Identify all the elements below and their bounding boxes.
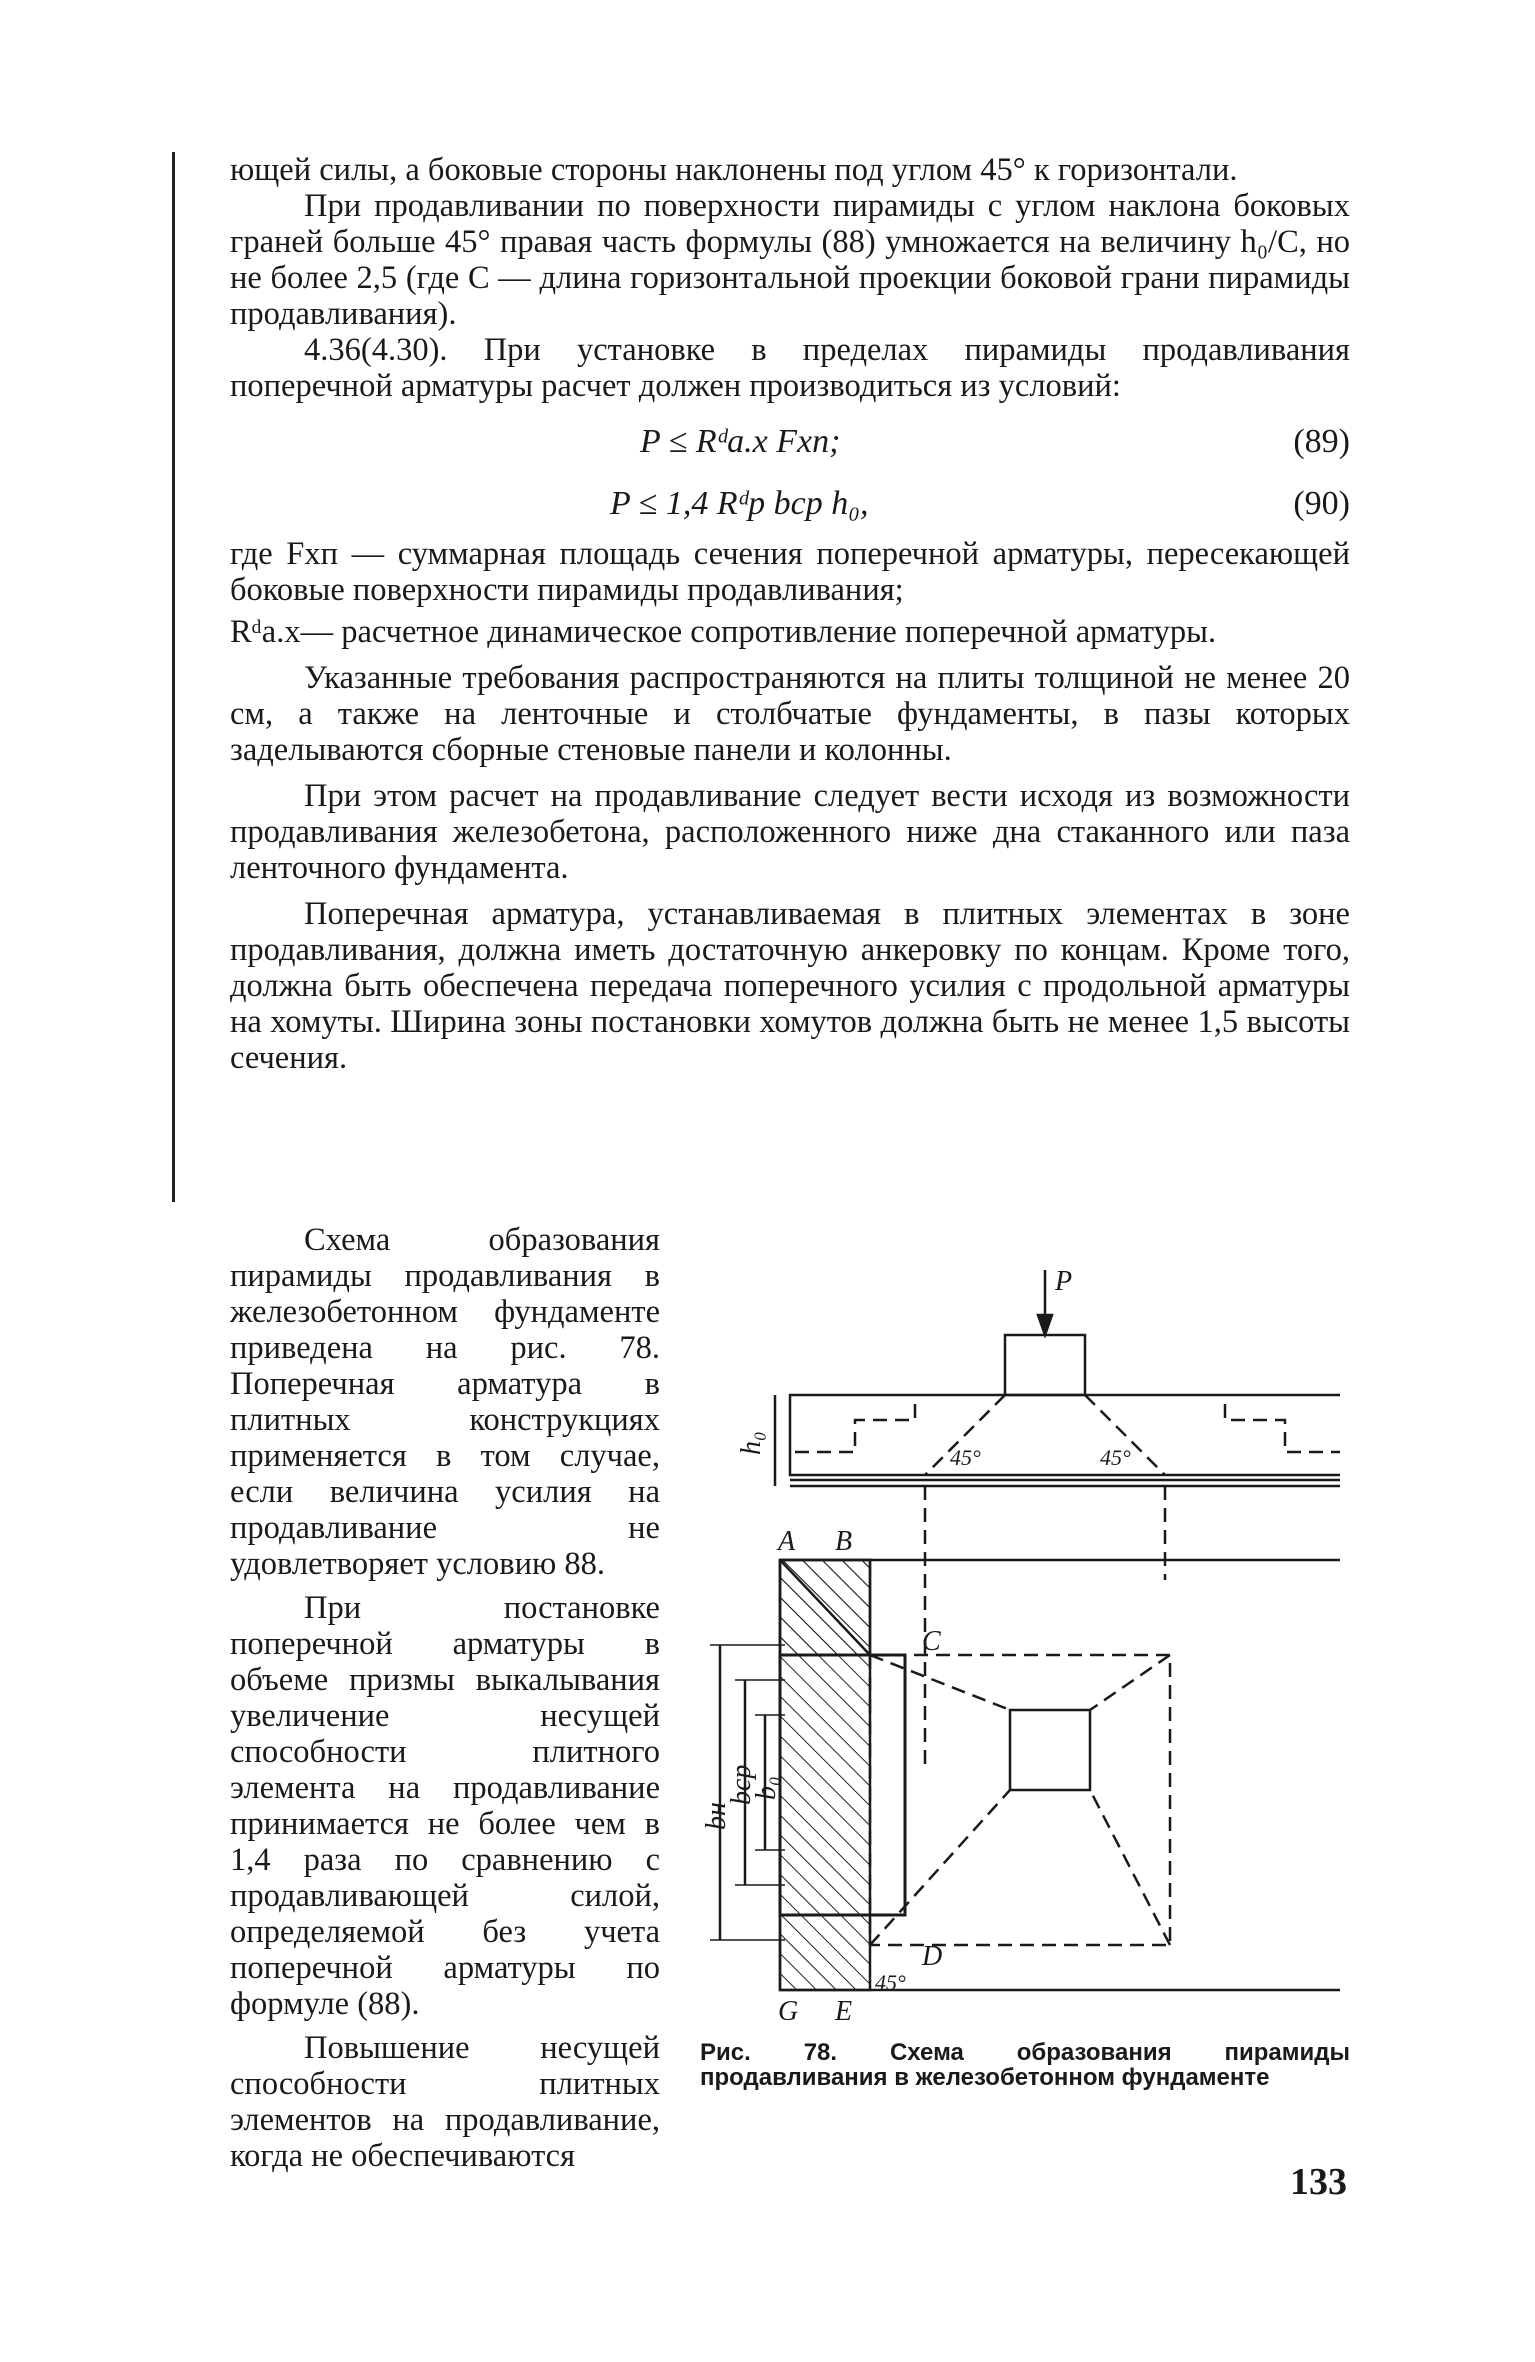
- left-paragraph-2: При постановке поперечной арматуры в объеме призмы выкалывания увеличение несущей способности плитного элемента на продавливание принимается не более чем в 1,4 раза по сравнению с продавливающей силой, определяемой без учета поперечной арматуры по формуле (88).: [230, 1590, 660, 2022]
- page-number: 133: [1290, 2161, 1347, 2203]
- margin-rule: [172, 152, 175, 1202]
- label-D: D: [922, 1941, 943, 1972]
- label-angle-left: 45°: [950, 1445, 981, 1470]
- paragraph-4: где Fхп — суммарная площадь сечения поперечной арматуры, пересекающей боковые поверхности пирамиды продавливания;: [230, 536, 1350, 608]
- equation-89-number: (89): [1293, 423, 1350, 460]
- paragraph-6: Указанные требования распространяются на плиты толщиной не менее 20 см, а также на ленточные и столбчатые фундаменты, в пазы которых заделываются сборные стеновые панели и колонны.: [230, 660, 1350, 768]
- label-G: G: [778, 1996, 799, 2020]
- figure-78-diagram: [660, 1260, 1340, 2020]
- force-arrow-head: [1038, 1315, 1052, 1335]
- label-C: C: [922, 1626, 941, 1657]
- equation-89: [230, 414, 1350, 466]
- label-b0: b₀: [751, 1776, 782, 1800]
- label-P: P: [1055, 1266, 1073, 1297]
- equation-90-number: (90): [1293, 485, 1350, 522]
- label-angle-right: 45°: [1100, 1445, 1131, 1470]
- left-paragraph-1: Схема образования пирамиды продавливания в железобетонном фундаменте приведена на рис. 78. Поперечная арматура в плитных конструкциях применяется в том случае, если величина усилия на продавливание не удовлетворяет условию 88.: [230, 1222, 660, 1582]
- paragraph-5: Rᵈа.х— расчетное динамическое сопротивление поперечной арматуры.: [230, 614, 1217, 650]
- column-plan: [1010, 1710, 1090, 1790]
- column-stub: [1005, 1335, 1085, 1395]
- label-bcp: bср: [726, 1764, 757, 1805]
- equation-90: [230, 476, 1350, 528]
- label-h0: h₀: [736, 1431, 767, 1455]
- foundation-slab-section: [790, 1395, 1340, 1475]
- stirrup-left: [795, 1400, 915, 1452]
- left-paragraph-3: Повышение несущей способности плитных элементов на продавливание, когда не обеспечиваются: [230, 2030, 660, 2174]
- main-text-block: [230, 152, 1350, 1076]
- paragraph-3: 4.36(4.30). При установке в пределах пирамиды продавливания поперечной арматуры расчет должен производиться из условий:: [230, 332, 1350, 404]
- equation-89-formula: P ≤ Rᵈа.х Fхп;: [640, 423, 841, 460]
- label-angle-bottom: 45°: [875, 1970, 906, 1995]
- paragraph-2: При продавливании по поверхности пирамиды с углом наклона боковых граней больше 45° правая часть формулы (88) умножается на величину h₀/C, но не более 2,5 (где C — длина горизонтальной проекции боковой грани пирамиды продавливания).: [230, 188, 1350, 332]
- paragraph-8: Поперечная арматура, устанавливаемая в плитных элементах в зоне продавливания, должна иметь достаточную анкеровку по концам. Кроме того, должна быть обеспечена передача поперечного усилия с продольной арматуры на хомуты. Ширина зоны постановки хомутов должна быть не менее 1,5 высоты сечения.: [230, 896, 1350, 1076]
- left-column-text: [230, 1222, 660, 2176]
- pyramid-base-outline: [870, 1655, 1170, 1945]
- diag-bottom-right: [1090, 1790, 1170, 1945]
- diag-bottom-left: [870, 1790, 1010, 1945]
- diag-top-right: [1090, 1655, 1170, 1710]
- stirrup-right: [1225, 1400, 1340, 1452]
- label-E: E: [835, 1996, 853, 2020]
- label-B: B: [835, 1526, 853, 1557]
- diag-top-left: [870, 1655, 1010, 1710]
- label-A: A: [778, 1526, 796, 1557]
- paragraph-1: ющей силы, а боковые стороны наклонены под углом 45° к горизонтали.: [230, 152, 1238, 188]
- label-bH: bн: [701, 1802, 732, 1830]
- figure-caption: Рис. 78. Схема образования пирамиды продавливания в железобетонном фундаменте: [700, 2039, 1350, 2091]
- paragraph-7: При этом расчет на продавливание следует вести исходя из возможности продавливания железобетона, расположенного ниже дна стаканного или паза ленточного фундамента.: [230, 778, 1350, 886]
- equation-90-formula: P ≤ 1,4 Rᵈр bср h₀,: [610, 485, 869, 522]
